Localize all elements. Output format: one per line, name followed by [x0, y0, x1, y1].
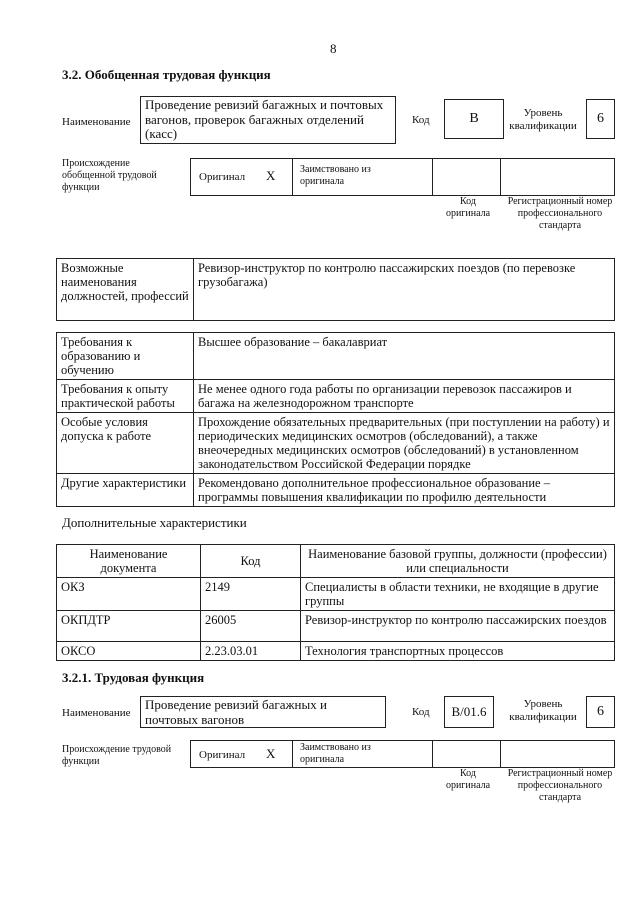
cell-document: ОКПДТР: [57, 611, 201, 642]
table-header-row: [57, 545, 615, 578]
section-heading: 3.2. Обобщенная трудовая функция: [62, 67, 271, 82]
reg-number-caption: Регистрационный номер профессионального стандарта: [507, 768, 613, 803]
level-label: Уровень квалификации: [509, 107, 577, 132]
cell-code: 2149: [201, 578, 301, 611]
divider: [292, 740, 293, 768]
additional-heading: Дополнительные характеристики: [62, 515, 247, 530]
requirement-label: Особые условия допуска к работе: [57, 413, 194, 474]
function-name: Проведение ревизий багажных и почтовых вагонов, проверок багажных отделений (касс): [140, 96, 396, 144]
level-value: 6: [586, 696, 615, 728]
table-row: [57, 474, 615, 507]
origin-row: [190, 158, 615, 196]
level-label: Уровень квалификации: [509, 698, 577, 723]
page-number: 8: [330, 41, 337, 56]
name-label: Наименование: [62, 116, 131, 128]
requirement-label: Другие характеристики: [57, 474, 194, 507]
cell-name: Технология транспортных процессов: [301, 642, 615, 661]
requirement-label: Требования к образованию и обучению: [57, 333, 194, 380]
table-row: [57, 642, 615, 661]
divider: [432, 158, 433, 196]
divider: [500, 158, 501, 196]
original-mark: X: [266, 746, 276, 761]
origin-row: [190, 740, 615, 768]
table-row: [57, 380, 615, 413]
original-label: Оригинал: [199, 171, 246, 183]
requirement-label: Требования к опыту практической работы: [57, 380, 194, 413]
cell-document: ОКСО: [57, 642, 201, 661]
divider: [432, 740, 433, 768]
table-row: [57, 333, 615, 380]
col-header-code: Код: [201, 545, 301, 578]
positions-value: Ревизор-инструктор по контролю пассажирских поездов (по перевозке грузобагажа): [194, 259, 615, 321]
divider: [500, 740, 501, 768]
additional-table: [56, 544, 615, 661]
code-label: Код: [412, 114, 430, 126]
origin-label: Происхождение трудовой функции: [62, 744, 172, 767]
requirements-table: [56, 332, 615, 507]
subsection-heading: 3.2.1. Трудовая функция: [62, 670, 205, 685]
requirement-value: Не менее одного года работы по организации перевозок пассажиров и багажа на железнодорожном транспорте: [194, 380, 615, 413]
function-name: Проведение ревизий багажных и почтовых вагонов: [140, 696, 386, 728]
positions-table: [56, 258, 615, 321]
code-original-caption: Код оригинала: [445, 196, 491, 219]
col-header-group: Наименование базовой группы, должности (профессии) или специальности: [301, 545, 615, 578]
positions-label: Возможные наименования должностей, профессий: [57, 259, 194, 321]
code-original-caption: Код оригинала: [445, 768, 491, 791]
divider: [292, 158, 293, 196]
cell-code: 2.23.03.01: [201, 642, 301, 661]
borrowed-label: Заимствовано из оригинала: [300, 742, 371, 765]
table-row: [57, 611, 615, 642]
cell-document: ОКЗ: [57, 578, 201, 611]
code-value: B: [444, 99, 504, 139]
cell-name: Ревизор-инструктор по контролю пассажирских поездов: [301, 611, 615, 642]
level-value: 6: [586, 99, 615, 139]
name-label: Наименование: [62, 707, 131, 719]
code-value: B/01.6: [444, 696, 494, 728]
cell-code: 26005: [201, 611, 301, 642]
original-label: Оригинал: [199, 749, 246, 761]
origin-label: Происхождение обобщенной трудовой функции: [62, 158, 157, 193]
cell-name: Специалисты в области техники, не входящие в другие группы: [301, 578, 615, 611]
col-header-document: Наименование документа: [57, 545, 201, 578]
table-row: [57, 413, 615, 474]
requirement-value: Прохождение обязательных предварительных (при поступлении на работу) и периодических медицинских осмотров (обследований), а также внеочередных медицинских осмотров (обследований) в установленном законодательством Российской Федерации порядке: [194, 413, 615, 474]
original-mark: X: [266, 168, 276, 183]
reg-number-caption: Регистрационный номер профессионального стандарта: [507, 196, 613, 231]
code-label: Код: [412, 706, 430, 718]
requirement-value: Рекомендовано дополнительное профессиональное образование – программы повышения квалификации по профилю деятельности: [194, 474, 615, 507]
requirement-value: Высшее образование – бакалавриат: [194, 333, 615, 380]
borrowed-label: Заимствовано из оригинала: [300, 164, 371, 187]
table-row: [57, 578, 615, 611]
